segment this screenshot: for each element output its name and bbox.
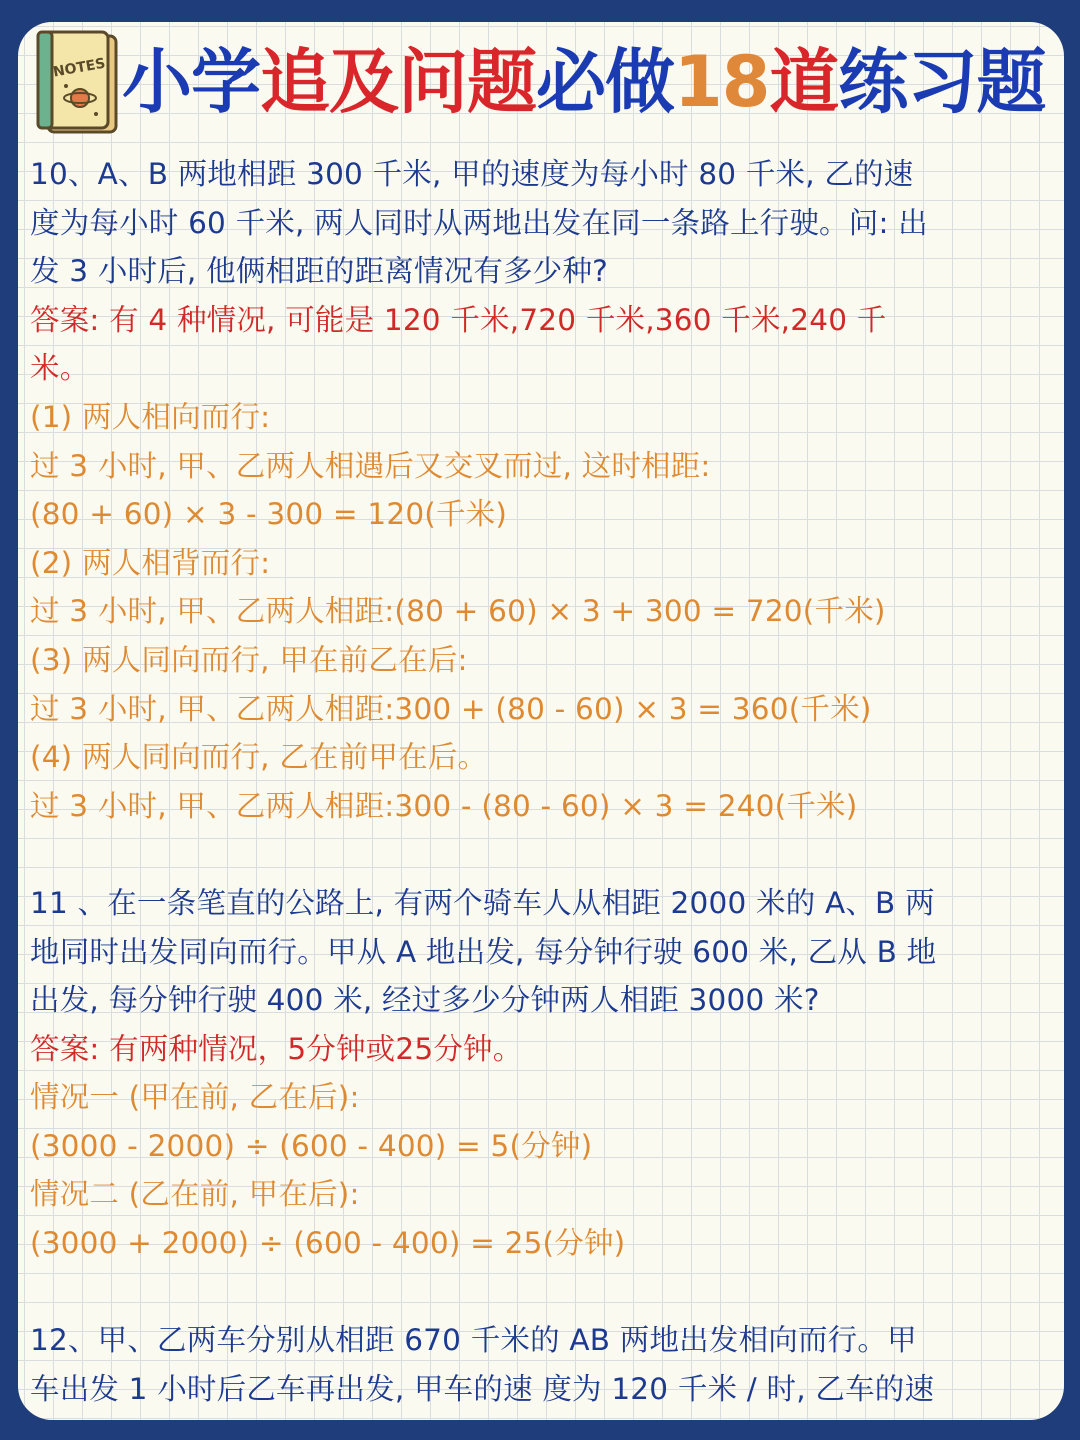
answer-line: 答案: 有 4 种情况, 可能是 120 千米,720 千米,360 千米,240 千 [30, 302, 887, 337]
solution-line: 过 3 小时, 甲、乙两人相距:(80 + 60) × 3 + 300 = 720(千米) [30, 594, 886, 629]
question-line: 11 、在一条笔直的公路上, 有两个骑车人从相距 2000 米的 A、B 两 [30, 885, 935, 920]
spacer [30, 1268, 1060, 1317]
question-line: 出发, 每分钟行驶 400 米, 经过多少分钟两人相距 3000 米? [30, 983, 820, 1018]
solution-line: (3000 + 2000) ÷ (600 - 400) = 25(分钟) [30, 1226, 626, 1261]
solution-line: (2) 两人相背而行: [30, 545, 271, 580]
question-line: 车出发 1 小时后乙车再出发, 甲车的速 度为 120 千米 / 时, 乙车的速 [30, 1371, 935, 1406]
page-title: 小学追及问题必做18道练习题 [122, 41, 1046, 123]
spacer [30, 830, 1060, 879]
answer-line: 答案: 有两种情况，5分钟或25分钟。 [30, 1031, 523, 1066]
problem-11 [30, 879, 1060, 1268]
solution-line: (80 + 60) × 3 - 300 = 120(千米) [30, 497, 508, 532]
question-line: 发 3 小时后, 他俩相距的距离情况有多少种? [30, 254, 609, 289]
notebook-label: NOTES [51, 55, 107, 81]
notes-paper [18, 22, 1064, 1420]
solution-line: (3000 - 2000) ÷ (600 - 400) = 5(分钟) [30, 1128, 593, 1163]
question-line: 12、甲、乙两车分别从相距 670 千米的 AB 两地出发相向而行。甲 [30, 1323, 917, 1358]
solution-line: (3) 两人同向而行, 甲在前乙在后: [30, 642, 468, 677]
solution-line: 情况一 (甲在前, 乙在后): [30, 1080, 360, 1115]
solution-line: (4) 两人同向而行, 乙在前甲在后。 [30, 740, 488, 775]
problem-12 [30, 1316, 1060, 1413]
solution-line: 过 3 小时, 甲、乙两人相遇后又交叉而过, 这时相距: [30, 448, 711, 483]
solution-line: 过 3 小时, 甲、乙两人相距:300 - (80 - 60) × 3 = 240(千米) [30, 788, 858, 823]
solution-line: (1) 两人相向而行: [30, 399, 271, 434]
problem-10 [30, 150, 1060, 830]
problem-list [30, 150, 1060, 1413]
solution-line: 情况二 (乙在前, 甲在后): [30, 1177, 360, 1212]
solution-line: 过 3 小时, 甲、乙两人相距:300 + (80 - 60) × 3 = 360(千米) [30, 691, 872, 726]
question-line: 地同时出发同向而行。甲从 A 地出发, 每分钟行驶 600 米, 乙从 B 地 [30, 934, 937, 969]
notebook-icon [28, 26, 124, 138]
question-line: 10、A、B 两地相距 300 千米, 甲的速度为每小时 80 千米, 乙的速 [30, 157, 914, 191]
answer-line: 米。 [30, 351, 90, 386]
header [18, 22, 1064, 147]
question-line: 度为每小时 60 千米, 两人同时从两地出发在同一条路上行驶。问: 出 [30, 205, 928, 240]
